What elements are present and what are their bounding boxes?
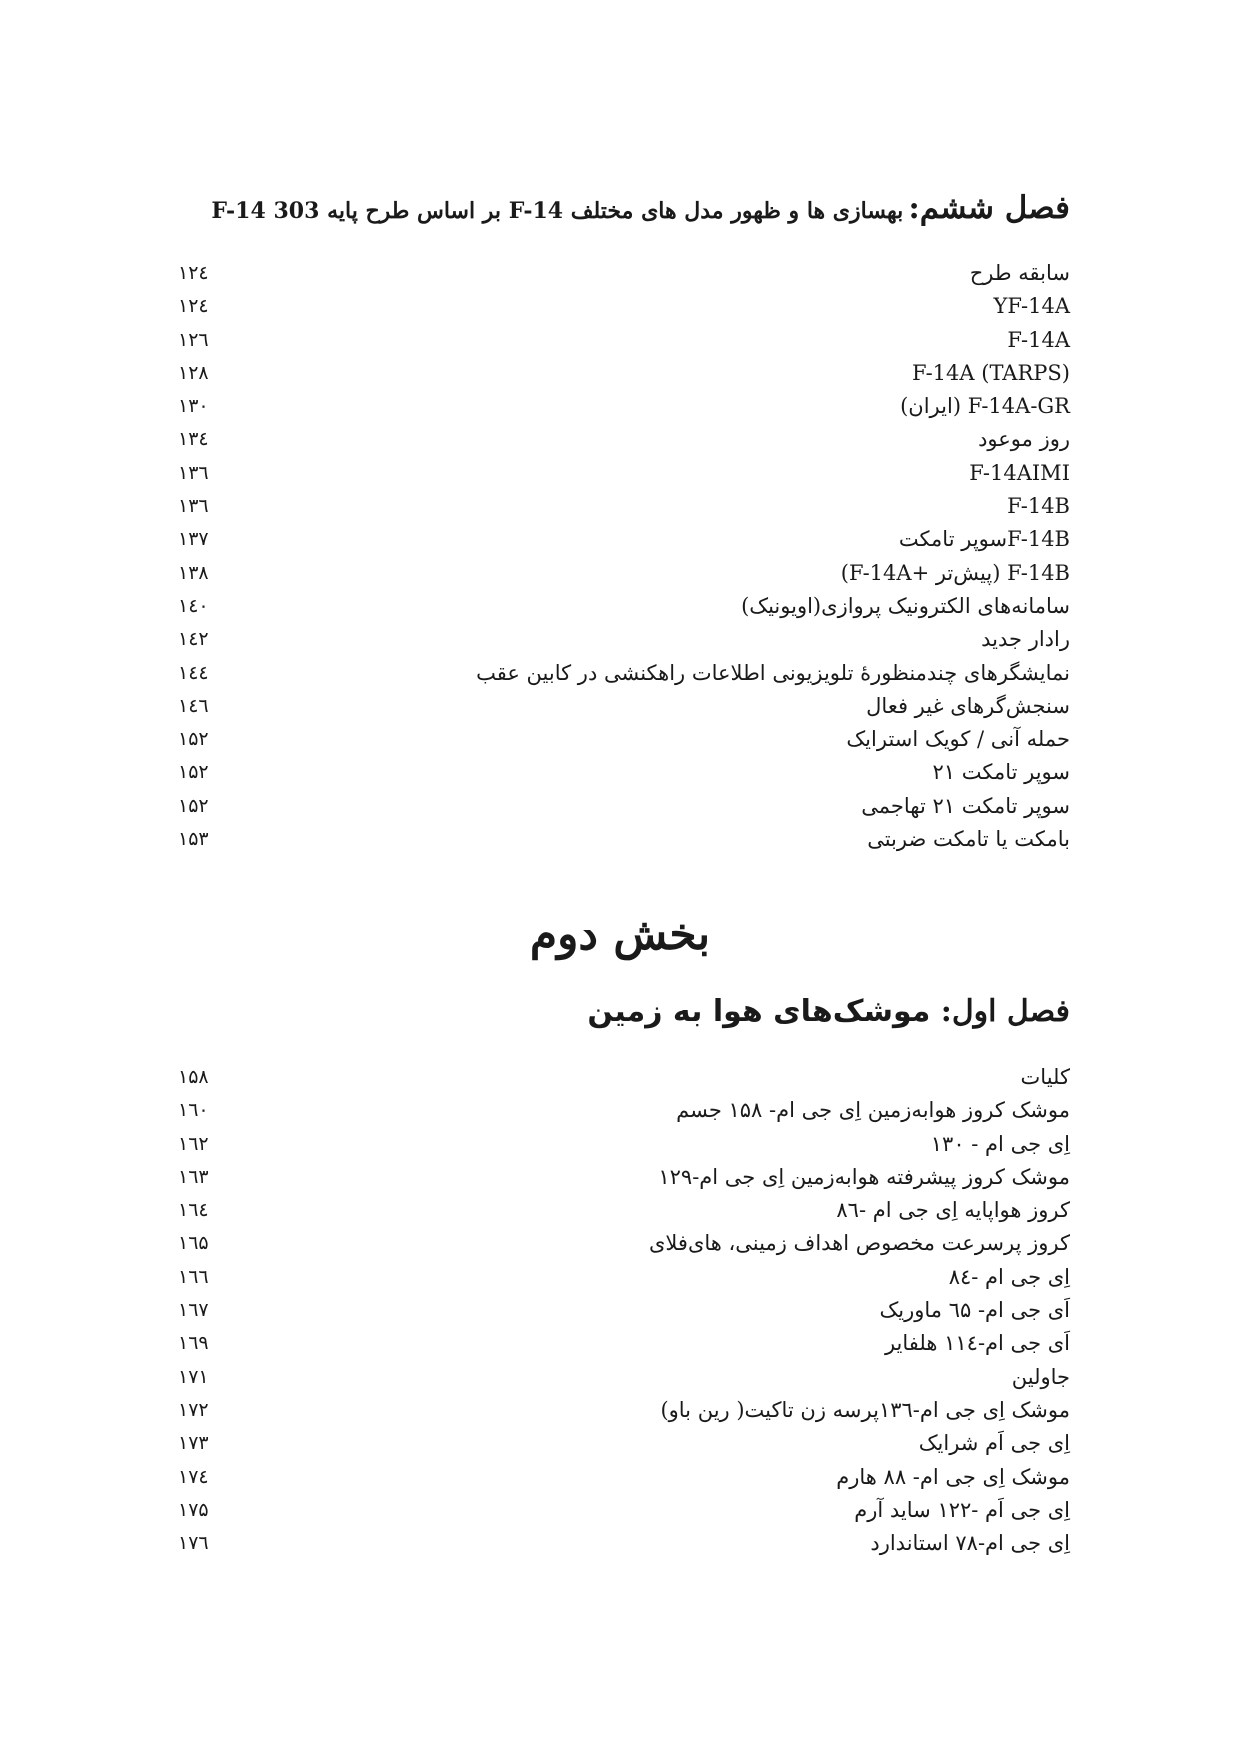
toc-entry bbox=[170, 1162, 1070, 1195]
toc-entry-page: ۱۳٦ bbox=[178, 495, 209, 518]
chapter-1-label: فصل اول: bbox=[940, 994, 1070, 1029]
toc-entry-title: (TARPS) F-14A bbox=[911, 360, 1070, 385]
toc-entry-title: رادار جدید bbox=[981, 627, 1070, 652]
toc-entry-title: روز موعود bbox=[978, 427, 1070, 452]
toc-entry-title: حمله آنی / کویک استرایک bbox=[846, 727, 1070, 752]
toc-entry bbox=[170, 558, 1070, 591]
toc-entry-page: ۱۷۲ bbox=[178, 1398, 209, 1421]
part-2-heading: بخش دوم bbox=[529, 909, 711, 960]
toc-entry-title: سنجش‌گرهای غیر فعال bbox=[866, 693, 1070, 718]
toc-entry-title: F-14B bbox=[1007, 494, 1070, 519]
toc-entry bbox=[170, 1095, 1070, 1128]
toc-entry bbox=[170, 1062, 1070, 1095]
toc-entry bbox=[170, 1195, 1070, 1228]
toc-entry-page: ۱۲۸ bbox=[178, 361, 209, 384]
toc-entry bbox=[170, 1262, 1070, 1295]
toc-entry bbox=[170, 724, 1070, 757]
toc-entry-title: YF-14A bbox=[993, 294, 1070, 319]
toc-entry-page: ۱۲٤ bbox=[178, 295, 209, 318]
toc-entry-title: موشک کروز هوابه‌زمین اِی جی ام- ۱۵۸ جسم bbox=[676, 1098, 1070, 1123]
toc-entry-title: F-14A-GR (ایران) bbox=[900, 394, 1070, 419]
toc-entry bbox=[170, 491, 1070, 524]
toc-entry-title: اِی جی ام - ۱۳۰ bbox=[930, 1131, 1070, 1156]
toc-entry-title: کروز پرسرعت مخصوص اهداف زمینی، های‌فلای bbox=[648, 1231, 1070, 1256]
toc-entry-title: F-14AIMI bbox=[969, 460, 1070, 485]
toc-entry bbox=[170, 791, 1070, 824]
toc-entry-title: موشک کروز پیشرفته هوابه‌زمین اِی جی ام-۱۲۹ bbox=[658, 1164, 1070, 1189]
chapter-6-title: بهسازی ها و ظهور مدل های مختلف F-14 بر اساس طرح پایه 303 F-14 bbox=[211, 198, 904, 224]
chapter-1-title: موشک‌های هوا به زمین bbox=[587, 994, 931, 1029]
chapter-6-label: فصل ششم: bbox=[908, 190, 1070, 226]
toc-entry-title: سوپر تامکت ۲۱ تهاجمی bbox=[861, 793, 1070, 818]
toc-entry bbox=[170, 1395, 1070, 1428]
toc-entry bbox=[170, 524, 1070, 557]
toc-entry bbox=[170, 658, 1070, 691]
toc-entry bbox=[170, 757, 1070, 790]
toc-entry bbox=[170, 691, 1070, 724]
toc-entry-page: ۱۳۷ bbox=[178, 528, 209, 551]
toc-entry-title: اِی جی اَم شرایک bbox=[918, 1431, 1070, 1456]
toc-entry bbox=[170, 291, 1070, 324]
toc-entry-page: ۱۳٦ bbox=[178, 461, 209, 484]
toc-entry-page: ۱٤٦ bbox=[178, 694, 209, 717]
toc-entry-page: ۱٦۵ bbox=[178, 1232, 209, 1255]
toc-entry-title: نمایشگرهای چندمنظورهٔ تلویزیونی اطلاعات راهکنشی در کابین عقب bbox=[476, 660, 1070, 685]
toc-entry-page: ۱٦۰ bbox=[178, 1099, 209, 1122]
toc-entry-page: ۱۷۵ bbox=[178, 1498, 209, 1521]
toc-entry bbox=[170, 258, 1070, 291]
toc-entry-page: ۱۵۳ bbox=[178, 828, 209, 851]
toc-entry bbox=[170, 325, 1070, 358]
toc-entry bbox=[170, 1362, 1070, 1395]
toc-entry-title: سامانه‌های الکترونیک پروازی(اویونیک) bbox=[741, 593, 1070, 618]
toc-entry-page: ۱۳۰ bbox=[178, 395, 209, 418]
toc-entry-page: ۱٦۹ bbox=[178, 1332, 209, 1355]
toc-entry-title: موشک اِی جی ام- ۸۸ هارم bbox=[836, 1464, 1070, 1489]
toc-entry bbox=[170, 1462, 1070, 1495]
toc-entry-title: اَی جی ام-۱۱٤ هلفایر bbox=[884, 1331, 1070, 1356]
toc-entry-page: ۱۳۸ bbox=[178, 561, 209, 584]
toc-entry bbox=[170, 1295, 1070, 1328]
toc-entry-page: ۱۲٤ bbox=[178, 262, 209, 284]
toc-entry bbox=[170, 424, 1070, 457]
toc-entry-title: بامکت یا تامکت ضربتی bbox=[867, 827, 1070, 852]
toc-entry-page: ۱٦۷ bbox=[178, 1299, 209, 1322]
toc-entry-title: کلیات bbox=[1020, 1065, 1070, 1089]
toc-entry bbox=[170, 624, 1070, 657]
toc-entry bbox=[170, 1528, 1070, 1561]
toc-entry-page: ۱۳٤ bbox=[178, 428, 209, 451]
toc-entry-page: ۱۲٦ bbox=[178, 328, 209, 351]
toc-entry bbox=[170, 824, 1070, 857]
toc-entry-page: ۱۵۲ bbox=[178, 761, 209, 784]
toc-entry-page: ۱٦۳ bbox=[178, 1165, 209, 1188]
toc-entry bbox=[170, 1428, 1070, 1461]
toc-entry bbox=[170, 1328, 1070, 1361]
toc-entry-page: ۱٤٤ bbox=[178, 661, 209, 684]
toc-entry-page: ۱۷۱ bbox=[178, 1365, 209, 1388]
toc-entry-page: ۱۵۲ bbox=[178, 728, 209, 751]
toc-entry-title: سابقه طرح bbox=[969, 261, 1070, 285]
toc-entry-title: سوپر تامکت ۲۱ bbox=[932, 760, 1070, 785]
toc-entry-page: ۱٦٦ bbox=[178, 1265, 209, 1288]
toc-entry-page: ۱۷٤ bbox=[178, 1465, 209, 1488]
toc-entry bbox=[170, 1495, 1070, 1528]
chapter-6-toc bbox=[170, 258, 1070, 857]
toc-entry bbox=[170, 358, 1070, 391]
toc-entry bbox=[170, 591, 1070, 624]
toc-entry-title: اَی جی ام- ٦۵ ماوریک bbox=[879, 1298, 1070, 1323]
toc-entry-page: ۱٦۲ bbox=[178, 1132, 209, 1155]
toc-entry-page: ۱۵۸ bbox=[178, 1066, 209, 1088]
chapter-1-toc bbox=[170, 1062, 1070, 1561]
toc-entry-title: F-14B (پیش‌تر +F-14A) bbox=[840, 560, 1070, 585]
toc-entry-title: F-14A bbox=[1007, 327, 1070, 352]
toc-entry-page: ۱۷٦ bbox=[178, 1532, 209, 1555]
toc-entry-page: ۱٦٤ bbox=[178, 1199, 209, 1222]
toc-entry-title: F-14Bسوپر تامکت bbox=[898, 527, 1070, 552]
chapter-6-heading bbox=[200, 190, 1070, 238]
toc-entry bbox=[170, 1129, 1070, 1162]
toc-entry bbox=[170, 391, 1070, 424]
toc-entry-title: کروز هواپایه اِی جی ام -۸٦ bbox=[836, 1198, 1070, 1223]
toc-entry-title: اِی جی ام -۸٤ bbox=[948, 1264, 1070, 1289]
toc-entry-title: جاولین bbox=[1011, 1364, 1070, 1389]
toc-entry-title: اِی جی اَم -۱۲۲ ساید آرم bbox=[854, 1497, 1070, 1522]
toc-entry bbox=[170, 1228, 1070, 1261]
toc-entry-page: ۱٤۲ bbox=[178, 628, 209, 651]
toc-entry-title: موشک اِی جی ام-۱۳٦پرسه زن تاکیت( رین باو) bbox=[660, 1397, 1070, 1422]
toc-entry bbox=[170, 458, 1070, 491]
chapter-1-heading bbox=[270, 990, 1070, 1034]
toc-entry-title: اِی جی ام-۷۸ استاندارد bbox=[870, 1531, 1070, 1556]
toc-entry-page: ۱۷۳ bbox=[178, 1432, 209, 1455]
toc-entry-page: ۱٤۰ bbox=[178, 594, 209, 617]
toc-entry-page: ۱۵۲ bbox=[178, 794, 209, 817]
